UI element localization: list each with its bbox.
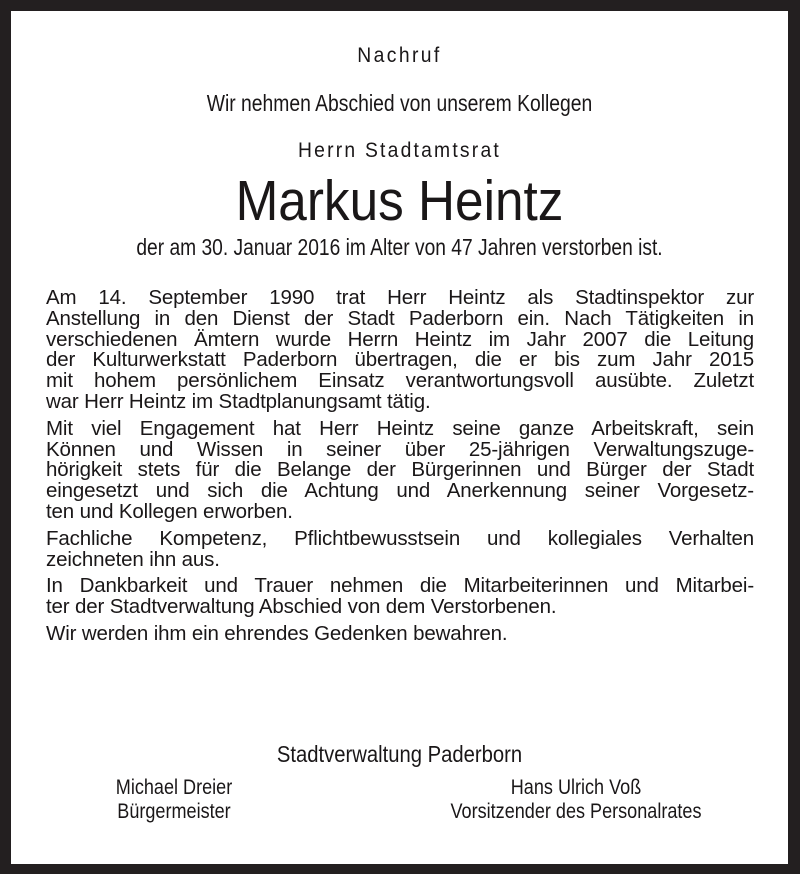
body-line: Können und Wissen in seiner über 25-jährigen Verwaltungszuge- [46,437,754,461]
body-line: In Dankbarkeit und Trauer nehmen die Mitarbeiterinnen und Mitarbei- [46,574,754,598]
organization-name: Stadtverwaltung Paderborn [276,741,523,767]
body-line: verschiedenen Ämtern wurde Herrn Heintz im Jahr 2007 die Leitung [46,327,754,351]
obituary-notice [11,11,788,864]
paragraph-remembrance [46,621,754,645]
body-line: hörigkeit stets für die Belange der Bürgerinnen und Bürger der Stadt [46,458,754,482]
notice-intro: Wir nehmen Abschied von unserem Kollegen [206,90,593,116]
body-line: Anstellung in den Dienst der Stadt Paderborn ein. Nach Tätigkeiten in [46,306,754,330]
body-line: war Herr Heintz im Stadtplanungsamt tätig. [46,389,431,413]
body-line: ten und Kollegen erworben. [46,499,293,523]
death-dateline: der am 30. Januar 2016 im Alter von 47 Jahren verstorben ist. [136,234,663,260]
paragraph-gratitude [46,576,754,618]
paragraph-engagement [46,416,754,523]
signatory-name: Hans Ulrich Voß [510,776,642,799]
signatory-role: Bürgermeister [117,800,231,823]
body-line: zeichneten ihn aus. [46,547,220,571]
paragraph-career [46,288,754,413]
body-line: mit hohem persönlichem Einsatz verantwortungsvoll ausübte. Zuletzt [46,369,754,393]
body-line: Fachliche Kompetenz, Pflichtbewusstsein und kollegiales Verhalten [46,526,754,550]
body-line: der Kulturwerkstatt Paderborn übertragen, die er bis zum Jahr 2015 [46,348,754,372]
body-line: Wir werden ihm ein ehrendes Gedenken bewahren. [46,621,508,645]
body-line: ter der Stadtverwaltung Abschied von dem Verstorbenen. [46,595,557,619]
signatory-role: Vorsitzender des Personalrates [450,800,702,823]
signatory-staff-council [417,776,735,824]
deceased-name: Markus Heintz [235,169,564,233]
body-line: Am 14. September 1990 trat Herr Heintz als Stadtinspektor zur [46,286,754,309]
signatory-mayor [84,776,265,824]
paragraph-competence [46,526,754,571]
body-line: eingesetzt und sich die Achtung und Anerkennung seiner Vorgesetz- [46,479,754,503]
notice-body [46,288,754,651]
notice-kicker: Nachruf [357,44,442,67]
deceased-title: Herrn Stadtamtsrat [298,139,501,162]
body-line: Mit viel Engagement hat Herr Heintz seine ganze Arbeitskraft, sein [46,416,754,440]
signatory-name: Michael Dreier [115,776,233,799]
